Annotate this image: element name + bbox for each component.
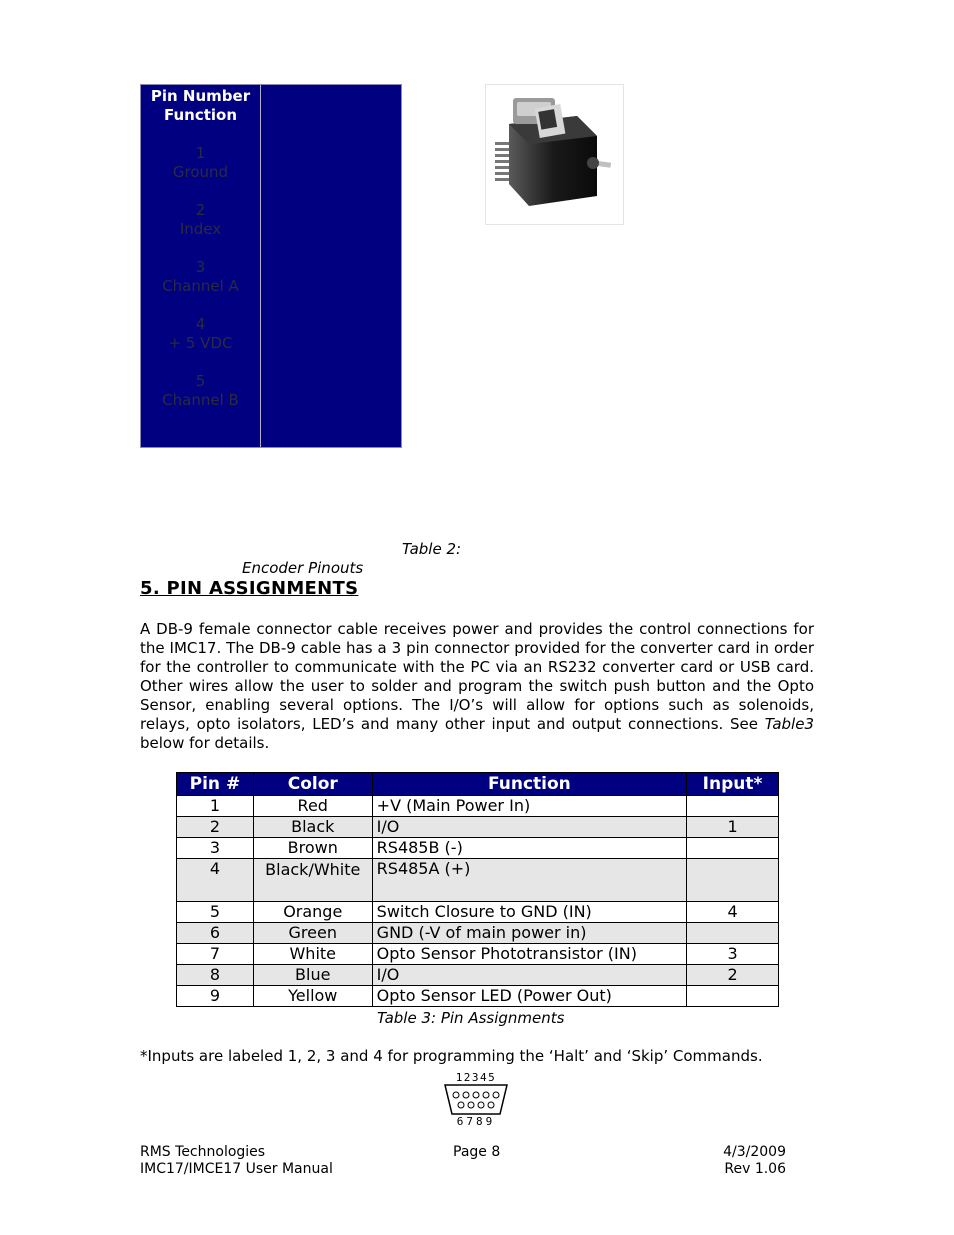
cell-function: RS485A (+) (372, 859, 686, 902)
footer-date: 4/3/2009 (723, 1144, 786, 1160)
footer-rev: Rev 1.06 (724, 1161, 786, 1177)
table2-caption-line1: Table 2: (402, 540, 462, 558)
cell-function: I/O (372, 965, 686, 986)
encoder-pin: 3 (195, 258, 206, 276)
cell-input (687, 838, 779, 859)
encoder-pin: 4 (195, 315, 206, 333)
db9-top-labels: 12345 (455, 1071, 497, 1084)
table-row (177, 944, 779, 965)
cell-color: Red (253, 796, 372, 817)
cell-pin: 3 (177, 838, 254, 859)
cell-function: +V (Main Power In) (372, 796, 686, 817)
encoder-function: Channel B (162, 391, 239, 409)
encoder-function: + 5 VDC (168, 334, 233, 352)
cell-function: GND (-V of main power in) (372, 923, 686, 944)
table-row (177, 859, 779, 902)
cell-pin: 2 (177, 817, 254, 838)
cell-input: 4 (687, 902, 779, 923)
encoder-function: Ground (172, 163, 229, 181)
cell-pin: 4 (177, 859, 254, 902)
body-text: A DB-9 female connector cable receives power and provides the control connections for the IMC17. The DB-9 cable has a 3 pin connector provided for the converter card in order for the controller to communicate with the PC via an RS232 converter card or USB card. Other wires allow the user to solder and program the switch push button and the Opto Sensor, enabling several options. The I/O’s will allow for options such as solenoids, relays, opto isolators, LED’s and many other input and output connections. See (140, 620, 814, 733)
header-input: Input* (687, 773, 779, 796)
table-reference: Table3 (764, 715, 814, 733)
body-paragraph (140, 620, 814, 753)
header-color: Color (253, 773, 372, 796)
cell-function: Opto Sensor Phototransistor (IN) (372, 944, 686, 965)
encoder-pinout-column (141, 85, 261, 447)
footnote: *Inputs are labeled 1, 2, 3 and 4 for programming the ‘Halt’ and ‘Skip’ Commands. (140, 1047, 763, 1065)
cell-pin: 1 (177, 796, 254, 817)
footer-manual: IMC17/IMCE17 User Manual (140, 1161, 333, 1177)
table-row (177, 838, 779, 859)
cell-color: Brown (253, 838, 372, 859)
cell-input (687, 796, 779, 817)
cell-color: Black/White (253, 859, 372, 902)
encoder-pin: 2 (195, 201, 206, 219)
table-row (177, 796, 779, 817)
cell-input: 1 (687, 817, 779, 838)
cell-input (687, 859, 779, 902)
cell-input: 3 (687, 944, 779, 965)
cell-pin: 8 (177, 965, 254, 986)
cell-color: White (253, 944, 372, 965)
encoder-function: Channel A (162, 277, 239, 295)
cell-input (687, 923, 779, 944)
encoder-pin: 1 (195, 144, 206, 162)
footer-left (140, 1144, 333, 1178)
cell-pin: 5 (177, 902, 254, 923)
cell-pin: 6 (177, 923, 254, 944)
table-row (177, 817, 779, 838)
stepper-motor-image (485, 84, 624, 225)
cell-pin: 9 (177, 986, 254, 1007)
encoder-pin: 5 (195, 372, 206, 390)
cell-function: RS485B (-) (372, 838, 686, 859)
table2-caption-line2: Encoder Pinouts (242, 559, 364, 577)
cell-input: 2 (687, 965, 779, 986)
header-function: Function (372, 773, 686, 796)
cell-input (687, 986, 779, 1007)
table3-caption: Table 3: Pin Assignments (377, 1009, 565, 1027)
table-row (177, 965, 779, 986)
encoder-header-function: Function (163, 106, 238, 124)
table-row (177, 902, 779, 923)
cell-pin: 7 (177, 944, 254, 965)
encoder-function: Index (179, 220, 222, 238)
table-row (177, 923, 779, 944)
footer-right (700, 1144, 786, 1178)
encoder-header-pin-number: Pin Number (150, 87, 251, 105)
cell-function: Switch Closure to GND (IN) (372, 902, 686, 923)
cell-function: Opto Sensor LED (Power Out) (372, 986, 686, 1007)
section-heading: 5. PIN ASSIGNMENTS (140, 578, 359, 599)
cell-color: Green (253, 923, 372, 944)
db9-bottom-labels: 6789 (456, 1115, 496, 1126)
pin-assignments-table (176, 772, 779, 1007)
table-header-row (177, 773, 779, 796)
cell-color: Orange (253, 902, 372, 923)
cell-color: Black (253, 817, 372, 838)
footer-company: RMS Technologies (140, 1144, 266, 1160)
cell-color: Blue (253, 965, 372, 986)
table-row (177, 986, 779, 1007)
encoder-pinout-table (140, 84, 402, 448)
footer-page-number: Page 8 (453, 1144, 501, 1160)
header-pin: Pin # (177, 773, 254, 796)
cell-function: I/O (372, 817, 686, 838)
cell-color: Yellow (253, 986, 372, 1007)
body-text-end: below for details. (140, 734, 270, 752)
db9-connector-diagram (442, 1070, 510, 1126)
